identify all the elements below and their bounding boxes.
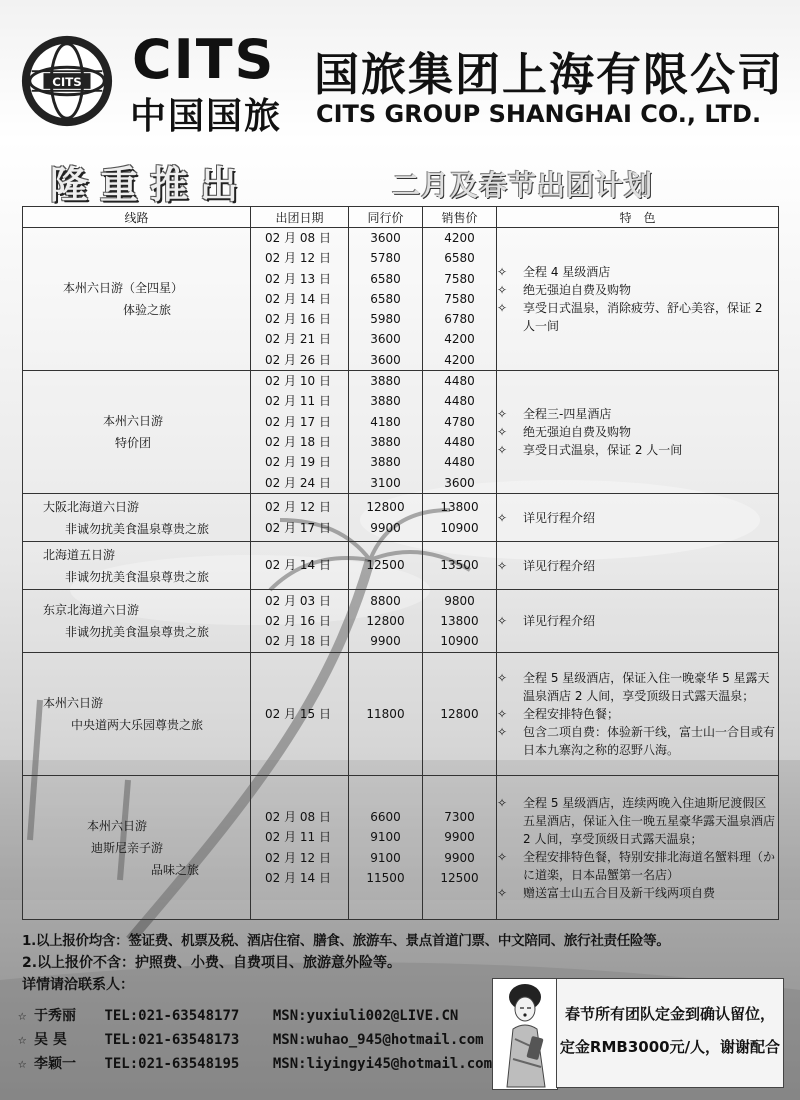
sale-price: 10900 — [440, 634, 479, 649]
sale-price: 13500 — [440, 558, 479, 573]
route-cell — [23, 653, 251, 776]
banner-subtitle: 二月及春节出团计划 — [392, 169, 654, 202]
route-subtitle: 非诚勿扰美食温泉尊贵之旅 — [65, 521, 210, 536]
trade-price: 3600 — [370, 231, 401, 245]
route-name: 本州六日游（全四星） — [63, 281, 184, 296]
trade-price-cell — [349, 590, 423, 653]
feature-text: 详见行程介绍 — [523, 510, 596, 525]
star-bullet-icon: ☆ — [18, 1032, 27, 1048]
feature-item — [497, 423, 778, 441]
feature-item — [497, 509, 778, 527]
sale-price: 4200 — [444, 231, 475, 245]
feature-item — [497, 723, 778, 759]
table-row — [23, 542, 779, 590]
diamond-bullet-icon: ✧ — [497, 725, 508, 740]
table-row — [23, 371, 779, 494]
feature-text: 全程安排特色餐，特别安排北海道名蟹料理（かに道楽，日本品蟹第一名店） — [523, 849, 776, 882]
deposit-notice-line-2: 定金RMB3000元/人，谢谢配合 — [559, 1038, 781, 1056]
trade-price: 9900 — [370, 634, 401, 649]
contact-list — [18, 1004, 492, 1076]
date-cell — [251, 590, 349, 653]
sale-price: 7300 — [444, 809, 475, 824]
feature-text: 赠送富士山五合目及新干线两项自费 — [523, 885, 716, 900]
feature-item — [497, 848, 778, 884]
departure-date: 02 月 24 日 — [265, 475, 331, 490]
trade-price: 3880 — [370, 374, 401, 389]
sale-price: 7580 — [444, 291, 475, 306]
date-cell — [251, 542, 349, 590]
departure-date: 02 月 03 日 — [265, 593, 331, 608]
feature-text: 全程安排特色餐； — [523, 707, 620, 722]
departure-date: 02 月 10 日 — [265, 374, 331, 389]
date-cell — [251, 776, 349, 920]
diamond-bullet-icon: ✧ — [497, 885, 508, 900]
feature-text: 全程 5 星级酒店，保证入住一晚豪华 5 星露天温泉酒店 2 人间，享受顶级日式露天温泉； — [523, 671, 770, 704]
trade-price-cell — [349, 371, 423, 494]
departure-date: 02 月 13 日 — [265, 271, 331, 286]
feature-text: 绝无强迫自费及购物 — [523, 425, 632, 440]
diamond-bullet-icon: ✧ — [497, 425, 508, 440]
route-cell — [23, 228, 251, 371]
sale-price: 12800 — [440, 706, 479, 721]
departure-date: 02 月 16 日 — [265, 613, 331, 628]
sale-price: 9900 — [444, 850, 475, 865]
sale-price: 9900 — [444, 830, 475, 845]
features-cell — [497, 542, 779, 590]
contact-row — [18, 1052, 492, 1076]
feature-item — [497, 299, 778, 335]
table-row — [23, 494, 779, 542]
feature-item — [497, 557, 778, 575]
table-row — [23, 653, 779, 776]
contact-phone[interactable]: TEL:021-63548177 — [104, 1008, 240, 1024]
diamond-bullet-icon: ✧ — [497, 407, 508, 422]
trade-price: 11800 — [366, 706, 405, 721]
trade-price: 12800 — [366, 500, 405, 515]
price-included-note: 1.以上报价均含：签证费、机票及税、酒店住宿、膳食、旅游车、景点首道门票、中文陪同、旅行社责任险等。 — [22, 933, 670, 949]
logo-text: CITS — [132, 28, 276, 91]
column-header-route: 线路 — [23, 207, 251, 228]
column-header-trade-price: 同行价 — [349, 207, 423, 228]
contact-row — [18, 1004, 492, 1028]
sale-price-cell — [423, 371, 497, 494]
column-header-date: 出团日期 — [251, 207, 349, 228]
diamond-bullet-icon: ✧ — [497, 707, 508, 722]
feature-text: 详见行程介绍 — [523, 614, 596, 629]
trade-price-cell — [349, 542, 423, 590]
feature-item — [497, 441, 778, 459]
contact-phone[interactable]: TEL:021-63548195 — [104, 1056, 240, 1072]
deposit-notice — [556, 978, 784, 1088]
trade-price: 3880 — [370, 435, 401, 450]
departure-date: 02 月 11 日 — [265, 394, 331, 409]
contact-name: 吴 昊 — [34, 1032, 67, 1048]
sale-price: 3600 — [444, 475, 475, 490]
departure-date: 02 月 26 日 — [265, 352, 331, 367]
svg-text:CITS: CITS — [52, 74, 82, 89]
contact-row — [18, 1028, 492, 1052]
column-header-features: 特 色 — [497, 207, 779, 228]
company-name-chinese: 国旅集团上海有限公司 — [314, 48, 785, 101]
route-subtitle: 迪斯尼亲子游 — [91, 840, 164, 855]
route-name: 本州六日游 — [43, 696, 104, 711]
logo-chinese-text: 中国国旅 — [130, 96, 283, 137]
route-name: 本州六日游 — [87, 818, 148, 833]
trade-price: 3600 — [370, 352, 401, 367]
sale-price: 9800 — [444, 593, 475, 608]
features-cell — [497, 228, 779, 371]
departure-date: 02 月 12 日 — [265, 251, 331, 266]
contact-name: 于秀丽 — [34, 1008, 76, 1024]
trade-price: 6580 — [370, 271, 401, 286]
trade-price: 11500 — [366, 870, 405, 885]
table-header-row — [23, 207, 779, 228]
departure-date: 02 月 17 日 — [265, 414, 331, 429]
departure-date: 02 月 12 日 — [265, 850, 331, 865]
departure-date: 02 月 11 日 — [265, 830, 331, 845]
sale-price-cell — [423, 494, 497, 542]
route-cell — [23, 371, 251, 494]
sale-price: 4200 — [444, 332, 475, 347]
date-cell — [251, 371, 349, 494]
trade-price: 5780 — [370, 251, 401, 266]
route-subtitle: 品味之旅 — [151, 862, 200, 877]
geisha-figure-icon — [493, 979, 557, 1089]
sale-price-cell — [423, 776, 497, 920]
deposit-notice-line-1: 春节所有团队定金到确认留位， — [564, 1005, 775, 1023]
date-cell — [251, 494, 349, 542]
feature-item — [497, 794, 778, 848]
departure-date: 02 月 16 日 — [265, 312, 331, 327]
date-cell — [251, 653, 349, 776]
trade-price: 5980 — [370, 312, 401, 327]
diamond-bullet-icon: ✧ — [497, 443, 508, 458]
route-subtitle: 体验之旅 — [123, 303, 172, 318]
features-cell — [497, 653, 779, 776]
route-cell — [23, 542, 251, 590]
sale-price: 4200 — [444, 352, 475, 367]
sale-price: 6780 — [444, 312, 475, 327]
route-cell — [23, 776, 251, 920]
features-cell — [497, 776, 779, 920]
contact-msn[interactable]: MSN:yuxiuli002@LIVE.CN — [272, 1008, 459, 1024]
diamond-bullet-icon: ✧ — [497, 558, 508, 573]
table-row — [23, 776, 779, 920]
feature-text: 全程 5 星级酒店，连续两晚入住迪斯尼渡假区五星酒店，保证入住一晚五星豪华露天温泉酒店 2 人间，享受顶级日式露天温泉； — [523, 795, 776, 846]
diamond-bullet-icon: ✧ — [497, 614, 508, 629]
sale-price: 4480 — [444, 455, 475, 470]
route-cell — [23, 590, 251, 653]
departure-date: 02 月 14 日 — [265, 291, 331, 306]
departure-date: 02 月 21 日 — [265, 332, 331, 347]
date-cell — [251, 228, 349, 371]
features-cell — [497, 371, 779, 494]
page-header — [0, 0, 800, 140]
feature-item — [497, 281, 778, 299]
feature-item — [497, 405, 778, 423]
feature-item — [497, 669, 778, 705]
route-subtitle: 非诚勿扰美食温泉尊贵之旅 — [65, 569, 210, 584]
departure-date: 02 月 19 日 — [265, 455, 331, 470]
diamond-bullet-icon: ✧ — [497, 510, 508, 525]
features-cell — [497, 590, 779, 653]
departure-date: 02 月 14 日 — [265, 558, 331, 573]
route-name: 大阪北海道六日游 — [43, 499, 140, 514]
column-header-sale-price: 销售价 — [423, 207, 497, 228]
company-name-english: CITS GROUP SHANGHAI CO., LTD. — [316, 100, 762, 128]
trade-price-cell — [349, 228, 423, 371]
sale-price: 4780 — [444, 414, 475, 429]
price-excluded-note: 2.以上报价不含：护照费、小费、自费项目、旅游意外险等。 — [22, 955, 402, 971]
trade-price-cell — [349, 653, 423, 776]
departure-date: 02 月 08 日 — [265, 809, 331, 824]
trade-price: 4180 — [370, 414, 401, 429]
trade-price-cell — [349, 776, 423, 920]
trade-price: 8800 — [370, 593, 401, 608]
contact-name: 李颖一 — [34, 1056, 76, 1072]
features-cell — [497, 494, 779, 542]
feature-text: 全程 4 星级酒店 — [523, 265, 611, 280]
departure-date: 02 月 18 日 — [265, 634, 331, 649]
feature-item — [497, 884, 778, 902]
sale-price-cell — [423, 228, 497, 371]
sale-price: 10900 — [440, 520, 479, 535]
trade-price: 6580 — [370, 291, 401, 306]
table-row — [23, 228, 779, 371]
contact-phone[interactable]: TEL:021-63548173 — [104, 1032, 240, 1048]
sale-price-cell — [423, 590, 497, 653]
diamond-bullet-icon: ✧ — [497, 671, 508, 686]
star-bullet-icon: ☆ — [18, 1008, 27, 1024]
sale-price-cell — [423, 542, 497, 590]
geisha-illustration — [492, 978, 558, 1090]
sale-price: 12500 — [440, 870, 479, 885]
trade-price: 3100 — [370, 475, 401, 490]
trade-price: 3880 — [370, 394, 401, 409]
route-subtitle: 非诚勿扰美食温泉尊贵之旅 — [65, 625, 210, 640]
feature-text: 详见行程介绍 — [523, 558, 596, 573]
tour-schedule-table — [22, 206, 779, 920]
star-bullet-icon: ☆ — [18, 1056, 27, 1072]
route-name: 北海道五日游 — [43, 547, 116, 562]
diamond-bullet-icon: ✧ — [497, 283, 508, 298]
departure-date: 02 月 17 日 — [265, 520, 331, 535]
trade-price: 9100 — [370, 850, 401, 865]
feature-item — [497, 705, 778, 723]
feature-text: 享受日式温泉，消除疲劳、舒心美容，保证 2 人一间 — [523, 301, 763, 334]
diamond-bullet-icon: ✧ — [497, 301, 508, 316]
departure-date: 02 月 12 日 — [265, 500, 331, 515]
feature-text: 全程三-四星酒店 — [523, 407, 612, 422]
diamond-bullet-icon: ✧ — [497, 849, 508, 864]
trade-price: 9900 — [370, 520, 401, 535]
feature-item — [497, 612, 778, 630]
feature-text: 包含二项自费：体验新干线，富士山一合目或有日本九寨沟之称的忍野八海。 — [523, 725, 776, 758]
table-row — [23, 590, 779, 653]
departure-date: 02 月 14 日 — [265, 870, 331, 885]
trade-price: 3600 — [370, 332, 401, 347]
sale-price-cell — [423, 653, 497, 776]
diamond-bullet-icon: ✧ — [497, 265, 508, 280]
cits-globe-logo-icon — [18, 32, 116, 130]
promo-banner — [40, 150, 760, 207]
trade-price-cell — [349, 494, 423, 542]
feature-text: 绝无强迫自费及购物 — [523, 283, 632, 298]
contact-msn[interactable]: MSN:liyingyi45@hotmail.com — [272, 1056, 493, 1072]
trade-price: 3880 — [370, 455, 401, 470]
departure-date: 02 月 15 日 — [265, 706, 331, 721]
contact-heading: 详情请洽联系人： — [22, 977, 134, 993]
diamond-bullet-icon: ✧ — [497, 795, 508, 810]
departure-date: 02 月 18 日 — [265, 435, 331, 450]
trade-price: 12500 — [366, 558, 405, 573]
sale-price: 4480 — [444, 394, 475, 409]
contact-msn[interactable]: MSN:wuhao_945@hotmail.com — [272, 1032, 484, 1048]
departure-date: 02 月 08 日 — [265, 231, 331, 245]
feature-text: 享受日式温泉，保证 2 人一间 — [523, 443, 683, 458]
route-name: 本州六日游 — [103, 414, 164, 429]
route-subtitle: 特价团 — [115, 436, 152, 451]
sale-price: 13800 — [440, 500, 479, 515]
sale-price: 4480 — [444, 435, 475, 450]
route-name: 东京北海道六日游 — [43, 603, 140, 618]
route-cell — [23, 494, 251, 542]
feature-item — [497, 263, 778, 281]
sale-price: 4480 — [444, 374, 475, 389]
sale-price: 7580 — [444, 271, 475, 286]
trade-price: 9100 — [370, 830, 401, 845]
sale-price: 6580 — [444, 251, 475, 266]
trade-price: 6600 — [370, 809, 401, 824]
trade-price: 12800 — [366, 613, 405, 628]
sale-price: 13800 — [440, 613, 479, 628]
route-subtitle: 中央道两大乐园尊贵之旅 — [71, 718, 204, 733]
banner-headline: 隆重推出 — [50, 163, 251, 207]
